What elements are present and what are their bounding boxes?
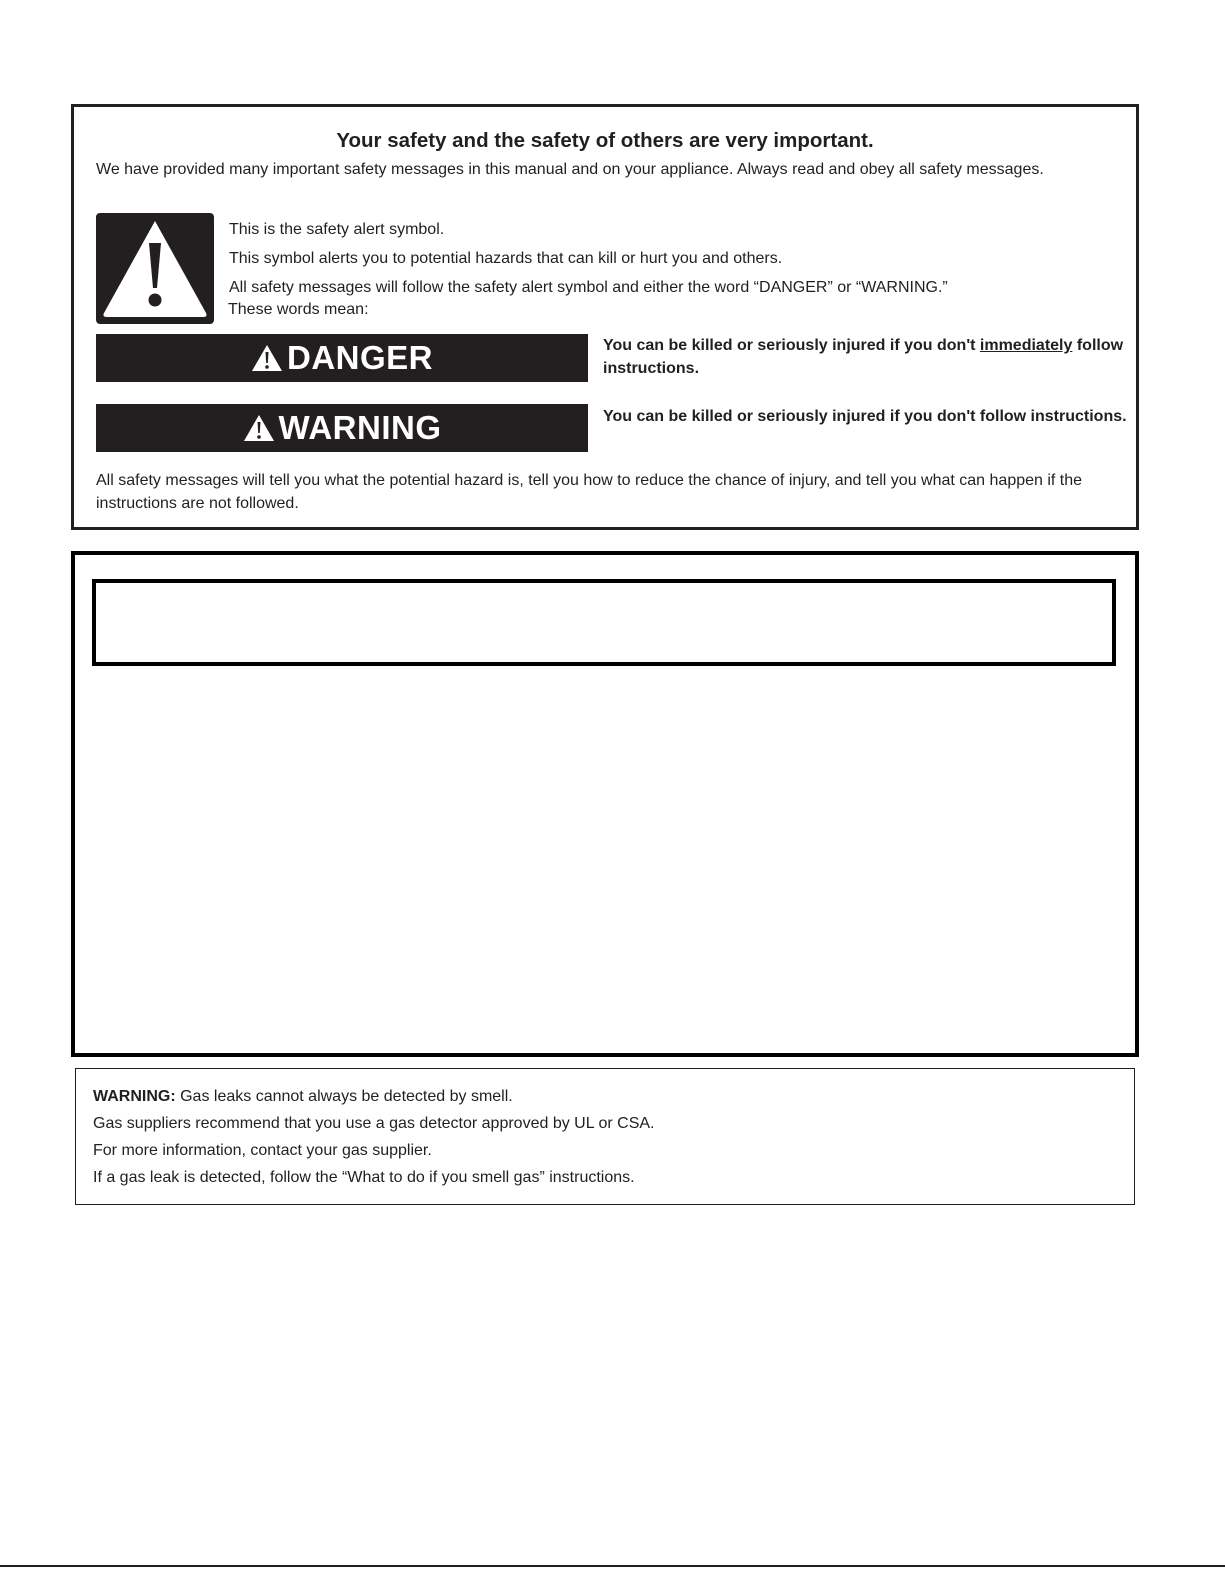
alert-triangle-icon (243, 414, 275, 442)
alert-triangle-icon (251, 344, 283, 372)
warning-label: WARNING (278, 409, 442, 446)
gas-line: If a gas leak is detected, follow the “What to do if you smell gas” instructions. (93, 1169, 635, 1186)
danger-definition (603, 334, 1133, 380)
gas-warning-box (75, 1068, 1135, 1205)
danger-banner (96, 334, 588, 382)
gas-line-text: Gas leaks cannot always be detected by smell. (175, 1088, 513, 1105)
safety-alert-symbol-icon (96, 213, 214, 324)
safety-outro: All safety messages will tell you what the potential hazard is, tell you how to reduce the chance of injury, and tell you what can happen if the instructions are not followed. (96, 472, 1083, 512)
danger-emphasis: immediately (979, 337, 1073, 354)
gas-warning-label: WARNING: (93, 1088, 176, 1105)
warning-definition: You can be killed or seriously injured if you don't follow instructions. (603, 408, 1127, 425)
safety-box (71, 104, 1139, 530)
gas-line: For more information, contact your gas supplier. (93, 1142, 432, 1159)
gas-line: Gas suppliers recommend that you use a gas detector approved by UL or CSA. (93, 1115, 655, 1132)
important-instructions-box (71, 551, 1139, 1057)
danger-text: follow instructions. (603, 337, 1124, 377)
symbol-line: All safety messages will follow the safety alert symbol and either the word “DANGER” or “WARNING.” (229, 279, 948, 296)
gas-line (93, 1088, 513, 1106)
danger-label: DANGER (286, 339, 433, 376)
danger-text: You can be killed or seriously injured if you don't (603, 337, 980, 354)
page-bottom-rule (0, 1565, 1225, 1567)
symbol-line: These words mean: (228, 301, 369, 318)
warning-banner (96, 404, 588, 452)
safety-intro: We have provided many important safety messages in this manual and on your appliance. Always read and obey all safety messages. (96, 161, 1044, 178)
instructions-header-box (92, 579, 1116, 666)
symbol-line: This is the safety alert symbol. (229, 221, 445, 238)
symbol-line: This symbol alerts you to potential hazards that can kill or hurt you and others. (229, 250, 783, 267)
safety-title: Your safety and the safety of others are very important. (336, 129, 874, 152)
